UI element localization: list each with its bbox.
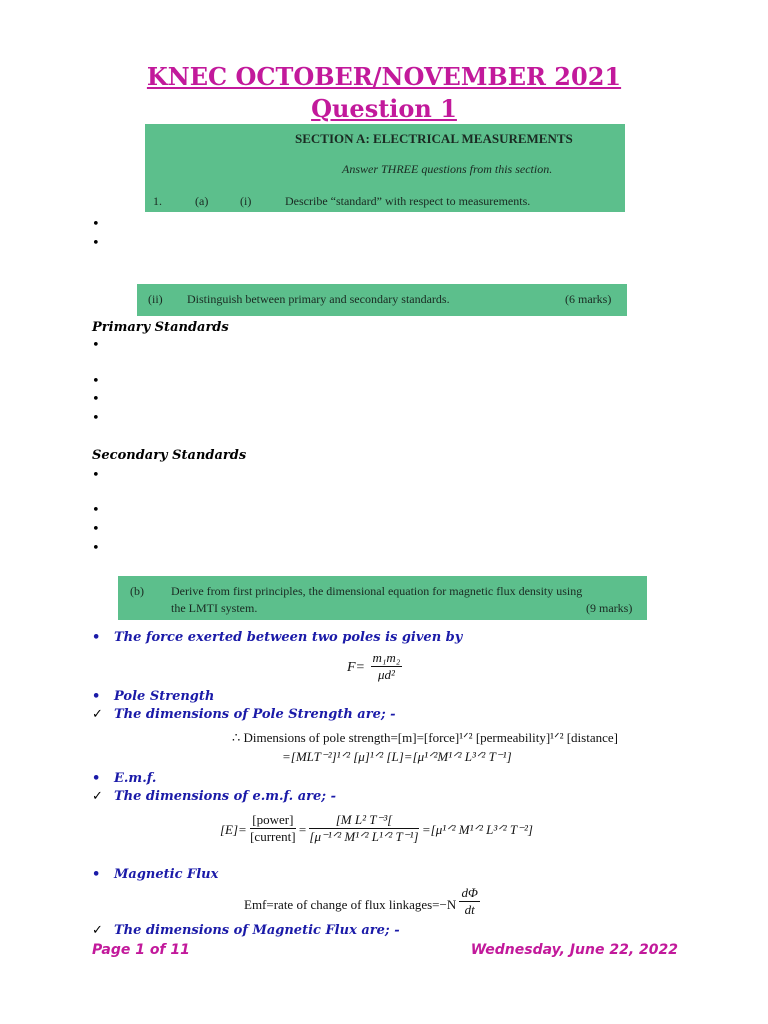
page-title: KNEC OCTOBER/NOVEMBER 2021 — [146, 62, 622, 91]
emf-label: E.m.f. — [114, 771, 157, 786]
formula-operator: = — [298, 822, 307, 837]
formula-lhs: F= — [347, 660, 365, 675]
question-title: Question 1 — [311, 94, 457, 123]
formula-text: Emf=rate of change of flux linkages=−N — [244, 897, 457, 912]
formula-text: =[MLT⁻²]¹ᐟ² [μ]¹ᐟ² [L]=[μ¹ᐟ²M¹ᐟ² L³ᐟ² T⁻¹] — [282, 749, 512, 764]
magnetic-flux-label: Magnetic Flux — [114, 867, 219, 882]
empty-bullet: • — [92, 374, 100, 389]
bullet-magnetic-flux: • Magnetic Flux — [92, 867, 219, 882]
page-number: Page 1 of 11 — [92, 942, 190, 958]
question-marks: (9 marks) — [586, 601, 633, 615]
checkmark-icon: ✓ — [92, 707, 103, 722]
formula-denominator: [μ⁻¹ᐟ² M¹ᐟ² L¹ᐟ² T⁻¹] — [309, 829, 419, 844]
formula-fraction — [250, 812, 295, 845]
formula-rhs: =[μ¹ᐟ² M¹ᐟ² L³ᐟ² T⁻²] — [421, 822, 533, 837]
formula-lhs: [E]= — [220, 822, 247, 837]
question-text: Distinguish between primary and secondary standards. — [187, 292, 450, 306]
checkmark-icon: ✓ — [92, 789, 103, 804]
pole-strength-label: Pole Strength — [114, 689, 215, 704]
formula-numerator: [M L² T⁻³[ — [309, 812, 418, 829]
empty-bullet: • — [92, 411, 100, 426]
formula-numerator: dΦ — [461, 885, 478, 900]
bullet-force-between-poles: • The force exerted between two poles is given by — [92, 630, 463, 645]
empty-bullet: • — [92, 468, 100, 483]
formula-fraction — [371, 650, 403, 683]
formula-text: ∴ Dimensions of pole strength=[m]=[force]¹ᐟ² [permeability]¹ᐟ² [distance] — [232, 730, 618, 745]
question-subpart: (i) — [240, 194, 252, 208]
empty-bullet: • — [92, 503, 100, 518]
question-text: Derive from first principles, the dimensional equation for magnetic flux density using — [171, 584, 583, 598]
checkmark-icon: ✓ — [92, 923, 103, 938]
pole-strength-formula-line1 — [232, 730, 618, 747]
emf-formula — [220, 812, 533, 845]
scanned-question-excerpt-1 — [145, 124, 625, 212]
empty-bullet: • — [92, 541, 100, 556]
footer-date: Wednesday, June 22, 2022 — [470, 942, 678, 958]
question-part: (a) — [195, 194, 209, 208]
formula-denominator: μd² — [377, 667, 395, 682]
formula-denominator: dt — [464, 902, 475, 917]
check-pole-dimensions — [92, 707, 396, 722]
flux-formula — [244, 885, 480, 918]
force-text: The force exerted between two poles is given by — [114, 630, 463, 645]
formula-denominator: [current] — [250, 829, 296, 844]
primary-standards-heading: Primary Standards — [92, 320, 229, 335]
pole-dimensions-text: The dimensions of Pole Strength are; - — [114, 707, 396, 722]
pole-strength-formula-line2 — [282, 749, 512, 766]
formula-fraction — [309, 812, 418, 845]
question-part: (b) — [130, 584, 144, 598]
force-formula — [347, 650, 402, 683]
formula-fraction — [459, 885, 479, 918]
empty-bullet: • — [92, 392, 100, 407]
bullet-emf: • E.m.f. — [92, 771, 157, 786]
flux-dimensions-text: The dimensions of Magnetic Flux are; - — [114, 923, 400, 938]
check-emf-dimensions — [92, 789, 336, 804]
scanned-question-excerpt-3 — [118, 576, 647, 620]
section-heading: SECTION A: ELECTRICAL MEASUREMENTS — [295, 131, 573, 146]
formula-numerator: m₁m₂ — [372, 650, 401, 665]
section-instruction: Answer THREE questions from this section. — [342, 162, 553, 176]
empty-bullet: • — [92, 522, 100, 537]
question-text: Describe “standard” with respect to measurements. — [285, 194, 531, 208]
empty-bullet: • — [92, 236, 100, 251]
scanned-question-excerpt-2 — [137, 284, 627, 316]
emf-dimensions-text: The dimensions of e.m.f. are; - — [114, 789, 336, 804]
check-flux-dimensions — [92, 923, 400, 938]
question-marks: (6 marks) — [565, 292, 612, 306]
empty-bullet: • — [92, 217, 100, 232]
formula-numerator: [power] — [250, 812, 295, 829]
empty-bullet: • — [92, 338, 100, 353]
secondary-standards-heading: Secondary Standards — [92, 448, 247, 463]
question-text-continued: the LMTI system. — [171, 601, 258, 615]
question-subpart: (ii) — [148, 292, 163, 306]
bullet-pole-strength: • Pole Strength — [92, 689, 215, 704]
question-number: 1. — [153, 194, 162, 208]
